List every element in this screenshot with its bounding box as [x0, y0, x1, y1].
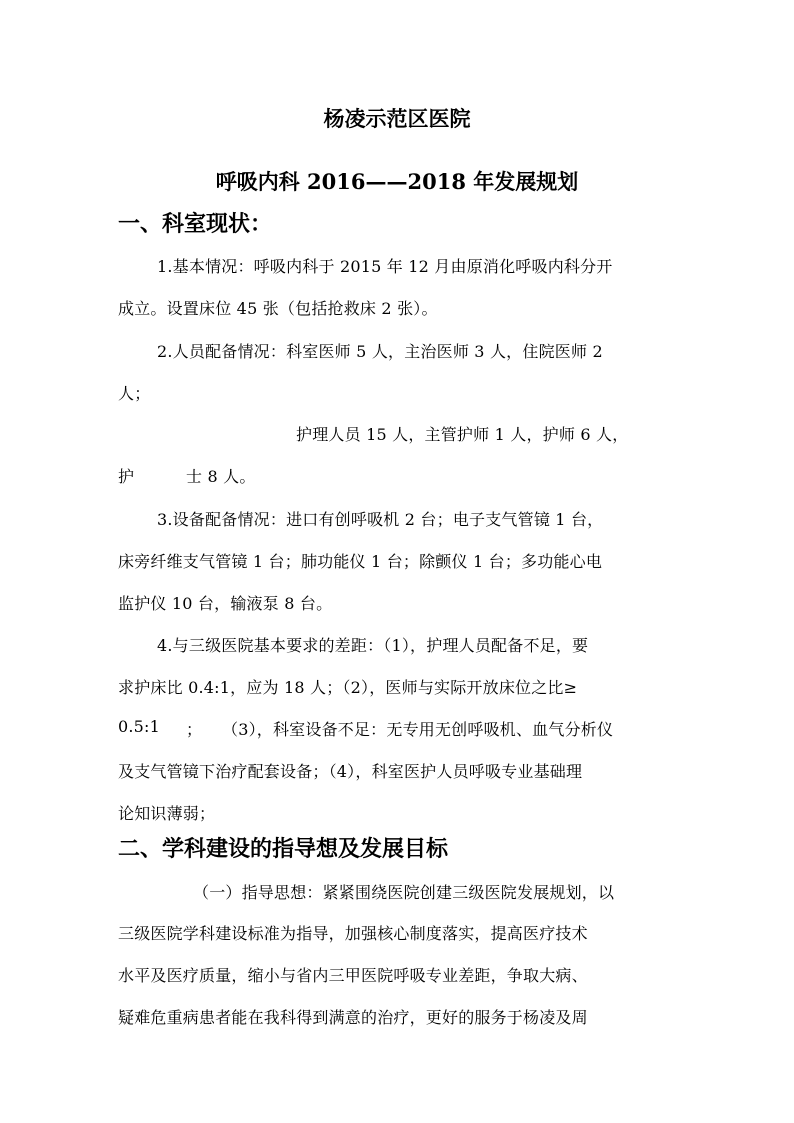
paragraph-line: 1.基本情况：呼吸内科于 2015 年 12 月由原消化呼吸内科分开: [157, 257, 613, 276]
paragraph-line: 人；: [118, 384, 151, 403]
paragraph-line: 论知识薄弱；: [118, 804, 216, 823]
paragraph-line: 士 8 人。: [186, 467, 256, 486]
paragraph-line: 监护仪 10 台，输液泵 8 台。: [118, 594, 333, 613]
section-heading-status: 一、科室现状：: [118, 212, 273, 237]
section-heading-goals: 二、学科建设的指导想及发展目标: [118, 837, 449, 862]
paragraph-line: 床旁纤维支气管镜 1 台；肺功能仪 1 台；除颤仪 1 台；多功能心电: [118, 552, 603, 571]
paragraph-line: 4.与三级医院基本要求的差距：（1），护理人员配备不足，要: [157, 636, 589, 655]
paragraph-line: 求护床比 0.4:1，应为 18 人；（2），医师与实际开放床位之比≥: [118, 678, 578, 697]
paragraph-line: 及支气管镜下治疗配套设备；（4），科室医护人员呼吸专业基础理: [118, 762, 583, 781]
paragraph-line: 2.人员配备情况：科室医师 5 人，主治医师 3 人，住院医师 2: [157, 342, 603, 361]
paragraph-line: 护理人员 15 人，主管护师 1 人，护师 6 人，: [296, 425, 629, 444]
paragraph-line: 三级医院学科建设标准为指导，加强核心制度落实，提高医疗技术: [118, 924, 588, 943]
paragraph-line: 0.5:1: [118, 717, 161, 736]
paragraph-line: （一）指导思想：紧紧围绕医院创建三级医院发展规划，以: [193, 883, 615, 902]
paragraph-line: （3），科室设备不足：无专用无创呼吸机、血气分析仪: [222, 720, 614, 739]
document-title: 杨凌示范区医院: [323, 106, 471, 131]
paragraph-line: 成立。设置床位 45 张（包括抢救床 2 张）。: [118, 299, 438, 318]
paragraph-line: ；: [186, 720, 203, 739]
paragraph-line: 水平及医疗质量，缩小与省内三甲医院呼吸专业差距，争取大病、: [118, 966, 588, 985]
paragraph-line: 护: [118, 467, 135, 486]
document-subtitle: 呼吸内科 2016——2018 年发展规划: [215, 169, 579, 194]
paragraph-line: 疑难危重病患者能在我科得到满意的治疗，更好的服务于杨凌及周: [118, 1008, 588, 1027]
paragraph-line: 3.设备配备情况：进口有创呼吸机 2 台；电子支气管镜 1 台，: [157, 510, 604, 529]
